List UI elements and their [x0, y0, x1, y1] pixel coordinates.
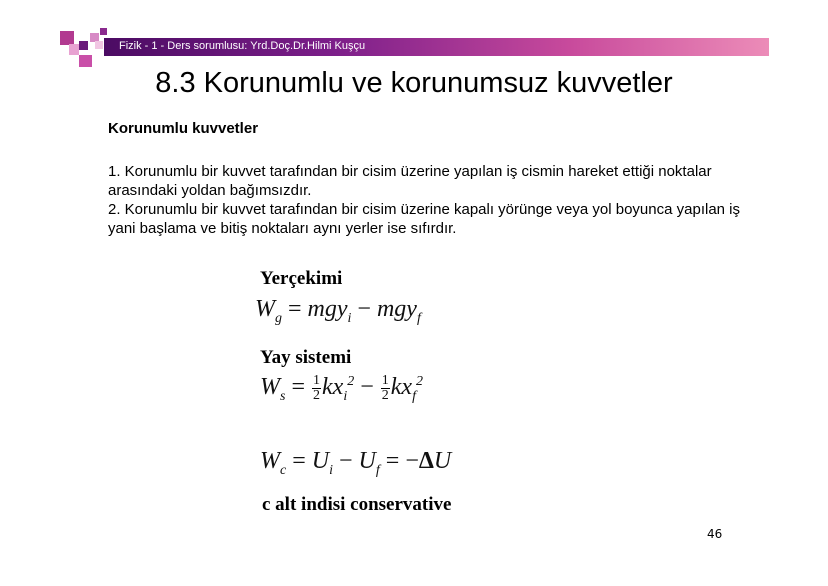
- decor-square: [95, 41, 103, 49]
- spring-equation: [260, 374, 423, 405]
- paragraph-2: 2. Korunumlu bir kuvvet tarafından bir cisim üzerine kapalı yörünge veya yol boyunca yapılan iş yani başlama ve bitiş noktaları aynı yerler ise sıfırdır.: [108, 201, 740, 237]
- paragraph-1: 1. Korunumlu bir kuvvet tarafından bir cisim üzerine yapılan iş cismin hareket ettiği noktalar arasındaki yoldan bağımsızdır.: [108, 163, 712, 199]
- gravity-label-wrap: [260, 268, 342, 290]
- decor-square: [79, 55, 92, 67]
- decor-square: [79, 41, 88, 50]
- spring-formula: $W_s$ = $\frac{1}{2}$ $kx_i^2$ − $\frac{1}{2}$ $kx_f^2$: [260, 373, 423, 404]
- slide-title: 8.3 Korunumlu ve korunumsuz kuvvetler: [155, 67, 673, 99]
- spring-label: Yay sistemi: [260, 347, 352, 368]
- spring-label-wrap: [260, 347, 351, 369]
- page-number: 46: [707, 527, 723, 541]
- decor-square: [60, 31, 74, 45]
- body-text: [108, 162, 768, 238]
- gravity-label: Yerçekimi: [260, 268, 343, 289]
- conservative-note: c alt indisi conservative: [262, 494, 452, 515]
- conservative-equation: [260, 448, 451, 479]
- header-text: Fizik - 1 - Ders sorumlusu: Yrd.Doç.Dr.Hilmi Kuşçu: [119, 40, 366, 52]
- gravity-formula: $W_g = mgy_i - mgy_f$: [255, 296, 421, 326]
- conservative-formula: $W_c = U_i - U_f = -\Delta U$: [260, 448, 452, 478]
- section-heading: Korunumlu kuvvetler: [108, 120, 259, 137]
- conservative-note-wrap: [262, 494, 451, 516]
- decor-square: [69, 44, 79, 55]
- decor-square: [100, 28, 107, 35]
- gravity-equation: [255, 296, 421, 327]
